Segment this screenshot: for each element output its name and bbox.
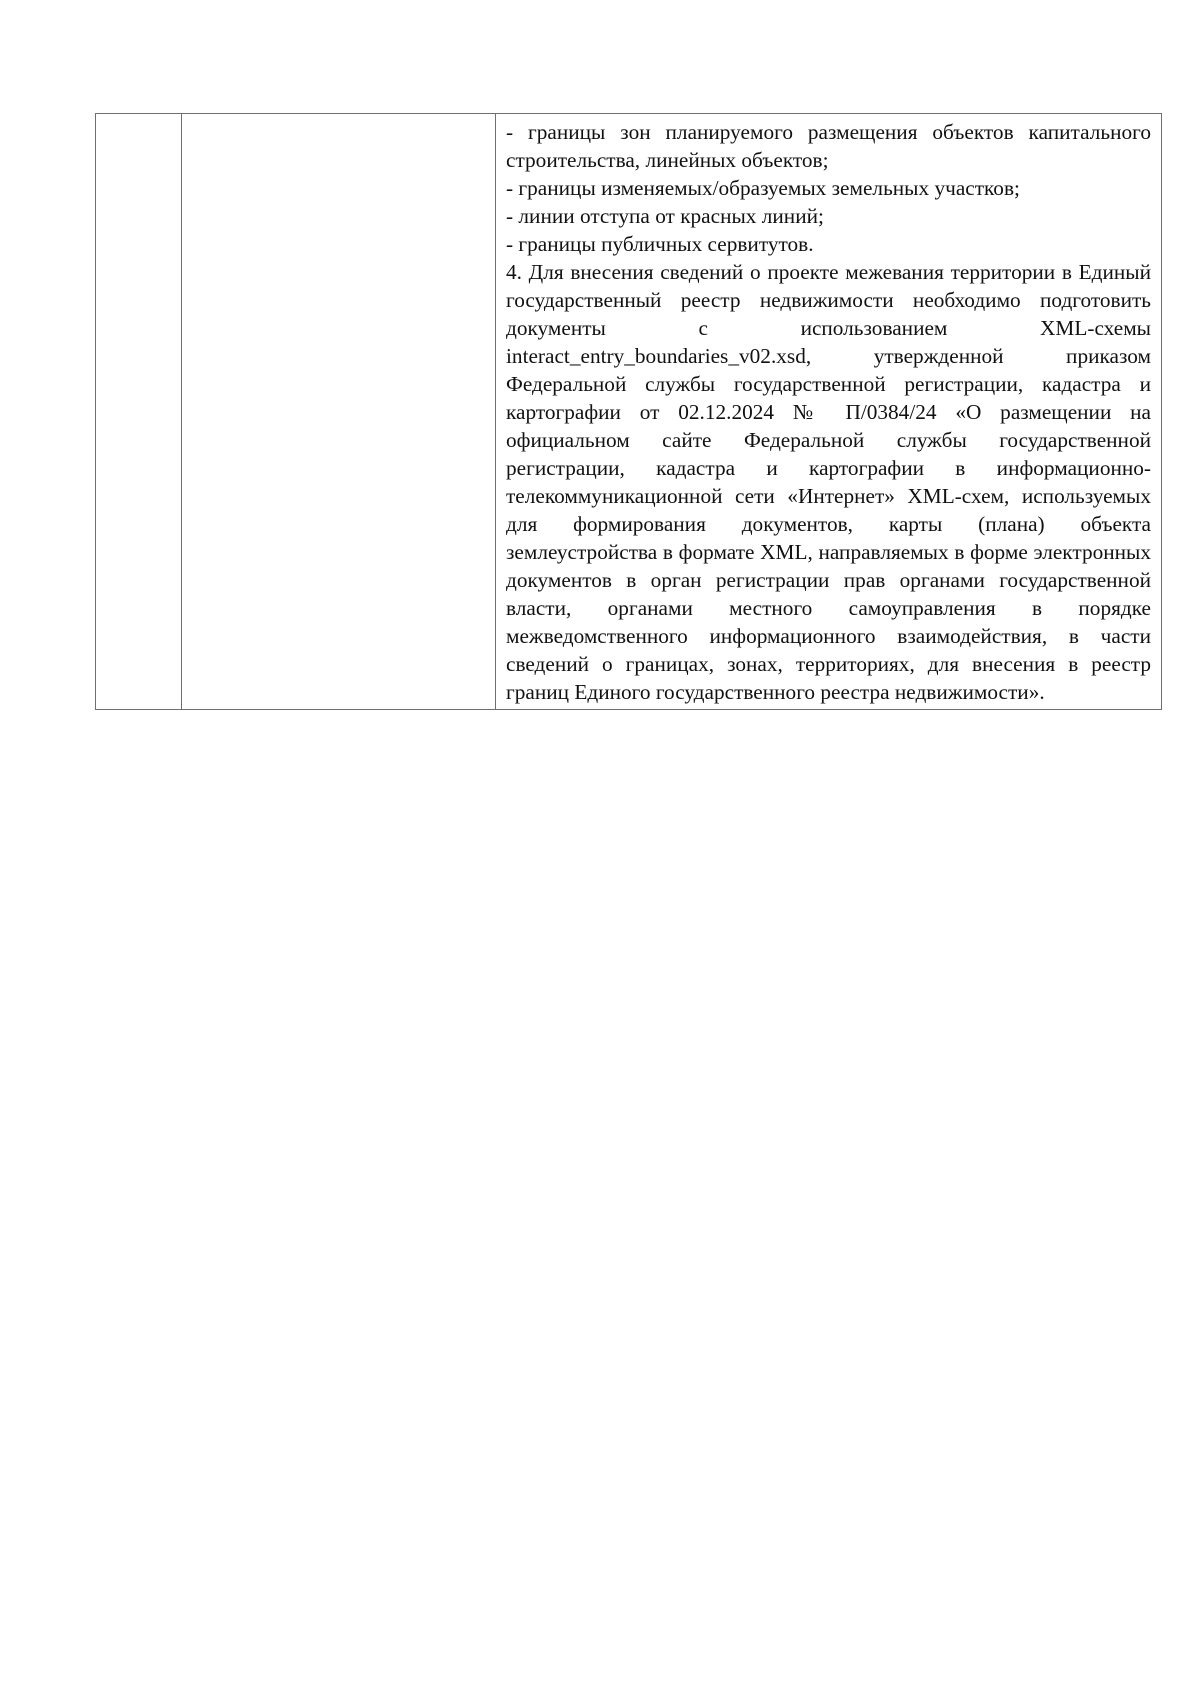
table-cell-number [96, 114, 182, 710]
table-cell-content [496, 114, 1162, 710]
list-item-servitudes: - границы публичных сервитутов. [506, 232, 814, 256]
paragraph-registry-requirements: 4. Для внесения сведений о проекте межевания территории в Единый государственный реестр недвижимости необходимо подготовить документы с использованием XML-схемы interact_entry_boundaries_v02.xsd, утвержденной приказом Федеральной службы государственной регистрации, кадастра и картографии от 02.12.2024 № П/0384/24 «О размещении на официальном сайте Федеральной службы государственной регистрации, кадастра и картографии в информационно-телекоммуникационной сети «Интернет» XML-схем, используемых для формирования документов, карты (плана) объекта землеустройства в формате XML, направляемых в форме электронных документов в орган регистрации прав органами государственной власти, органами местного самоуправления в порядке межведомственного информационного взаимодействия, в части сведений о границах, зонах, территориях, для внесения в реестр границ Единого государственного реестра недвижимости». [506, 260, 1151, 704]
document-table [95, 113, 1162, 710]
list-item-setback-lines: - линии отступа от красных линий; [506, 204, 824, 228]
list-item-planned-zones: - границы зон планируемого размещения объектов капитального строительства, линейных объектов; [506, 120, 1151, 172]
table-cell-title [182, 114, 496, 710]
table-row [96, 114, 1162, 710]
list-item-land-plots: - границы изменяемых/образуемых земельных участков; [506, 176, 1020, 200]
